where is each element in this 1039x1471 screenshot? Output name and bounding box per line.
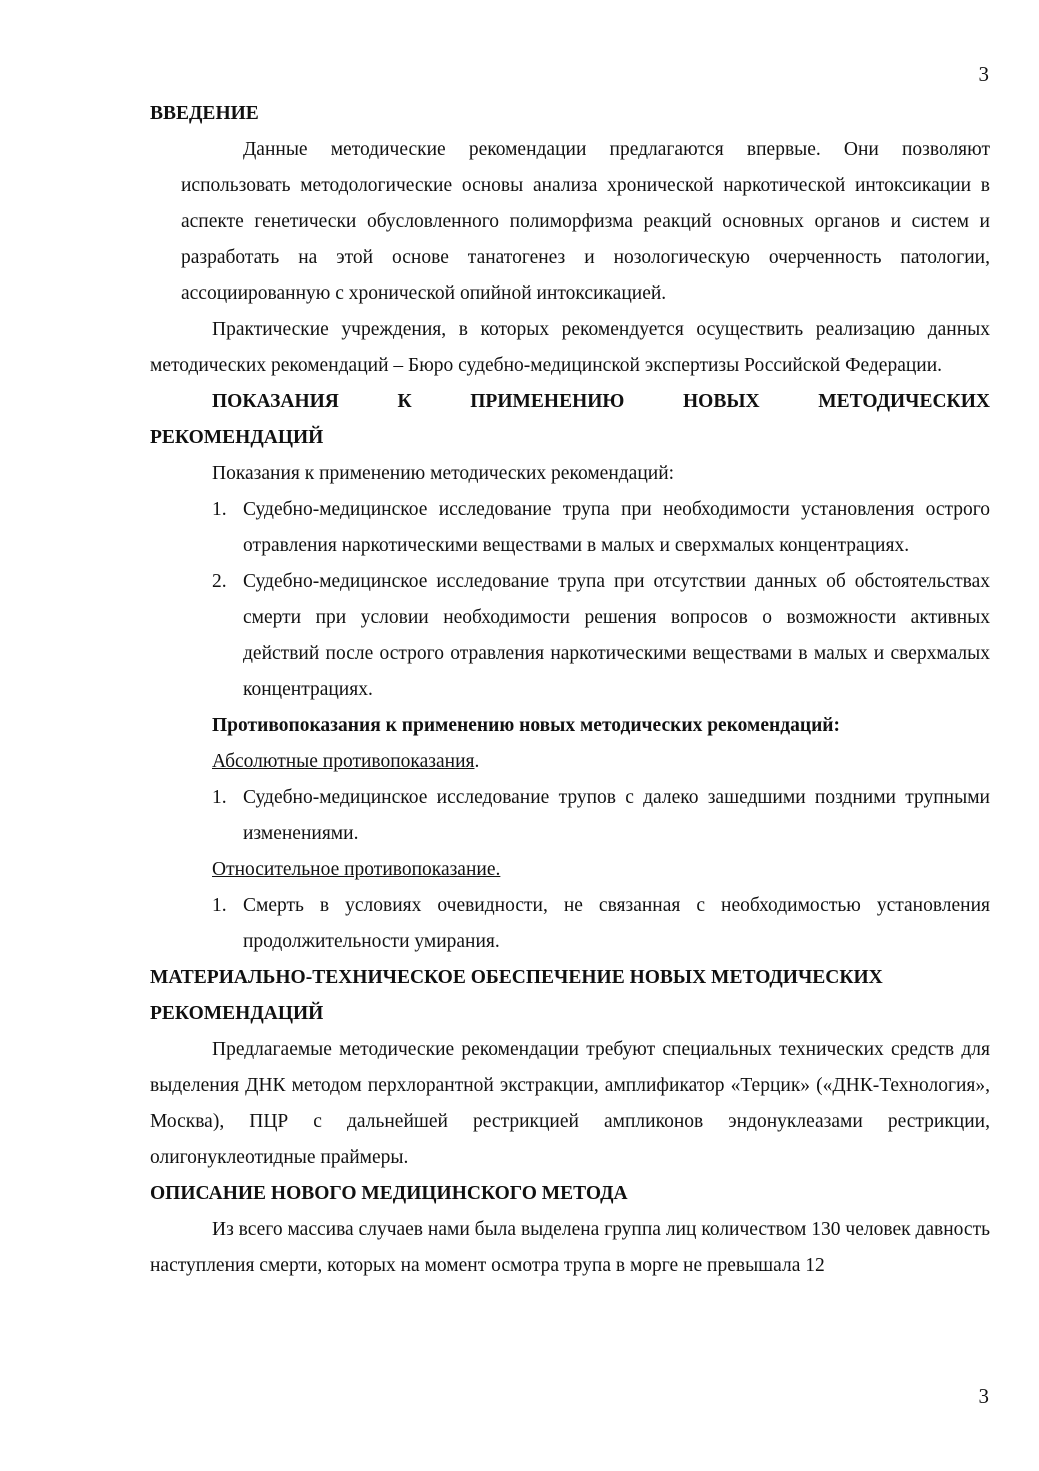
list-item-text: Судебно-медицинское исследование трупов с далеко зашедшими поздними трупными изменениями. bbox=[243, 787, 990, 844]
list-item-number: 1. bbox=[212, 787, 227, 808]
method-paragraph: Из всего массива случаев нами была выделена группа лиц количеством 130 человек давность наступления смерти, которых на момент осмотра трупа в морге не превышала 12 bbox=[150, 1219, 990, 1276]
list-item-text: Судебно-медицинское исследование трупа при необходимости установления острого отравления наркотическими веществами в малых и сверхмалых концентрациях. bbox=[243, 499, 990, 556]
relative-contraindication-label bbox=[150, 852, 990, 888]
indications-heading-word: ПРИМЕНЕНИЮ bbox=[470, 391, 625, 412]
indications-heading bbox=[150, 384, 990, 420]
method-heading: ОПИСАНИЕ НОВОГО МЕДИЦИНСКОГО МЕТОДА bbox=[150, 1183, 628, 1204]
list-item-number: 1. bbox=[212, 895, 227, 916]
absolute-label-text: Абсолютные противопоказания bbox=[212, 751, 475, 772]
relative-label-text: Относительное противопоказание. bbox=[212, 859, 501, 880]
intro-heading: ВВЕДЕНИЕ bbox=[150, 103, 259, 124]
absolute-contraindications-list bbox=[150, 780, 990, 852]
material-heading-line1: МАТЕРИАЛЬНО-ТЕХНИЧЕСКОЕ ОБЕСПЕЧЕНИЕ НОВЫХ МЕТОДИЧЕСКИХ bbox=[150, 967, 883, 988]
material-paragraph: Предлагаемые методические рекомендации требуют специальных технических средств для выделения ДНК методом перхлорантной экстракции, амплификатор «Терцик» («ДНК-Технология», Москва), ПЦР с дальнейшей рестрикцией ампликонов эндонуклеазами рестрикции, олигонуклеотидные праймеры. bbox=[150, 1039, 990, 1168]
contraindications-heading: Противопоказания к применению новых методических рекомендаций: bbox=[212, 715, 841, 736]
list-item-number: 2. bbox=[212, 571, 227, 592]
page-number-top: 3 bbox=[978, 62, 989, 86]
indications-heading-word: НОВЫХ bbox=[683, 391, 760, 412]
intro-paragraph-2: Практические учреждения, в которых рекомендуется осуществить реализацию данных методических рекомендаций – Бюро судебно-медицинской экспертизы Российской Федерации. bbox=[150, 319, 990, 376]
absolute-label-dot: . bbox=[474, 751, 480, 772]
list-item bbox=[212, 888, 990, 960]
list-item-text: Судебно-медицинское исследование трупа при отсутствии данных об обстоятельствах смерти при условии необходимости решения вопросов о возможности активных действий после острого отравления наркотическими веществами в малых и сверхмалых концентрациях. bbox=[243, 571, 990, 700]
absolute-contraindications-label bbox=[150, 744, 990, 780]
intro-paragraph-1: Данные методические рекомендации предлагаются впервые. Они позволяют использовать методологические основы анализа хронической наркотической интоксикации в аспекте генетически обусловленного полиморфизма реакций основных органов и систем и разработать на этой основе танатогенез и нозологическую очерченность патологии, ассоциированную с хронической опийной интоксикацией. bbox=[181, 139, 990, 304]
indications-heading-word: ПОКАЗАНИЯ bbox=[212, 391, 339, 412]
list-item bbox=[212, 780, 990, 852]
page-number-bottom: 3 bbox=[978, 1384, 989, 1408]
indications-list bbox=[150, 492, 990, 708]
material-heading-line2: РЕКОМЕНДАЦИЙ bbox=[150, 1003, 324, 1024]
indications-lead: Показания к применению методических рекомендаций: bbox=[212, 463, 675, 484]
indications-heading-line2: РЕКОМЕНДАЦИЙ bbox=[150, 427, 324, 448]
list-item bbox=[212, 564, 990, 708]
intro-block bbox=[150, 132, 990, 312]
indications-heading-word: К bbox=[397, 391, 412, 412]
relative-contraindications-list bbox=[150, 888, 990, 960]
list-item bbox=[212, 492, 990, 564]
document-body bbox=[150, 96, 990, 1284]
indications-heading-word: МЕТОДИЧЕСКИХ bbox=[818, 391, 990, 412]
list-item-text: Смерть в условиях очевидности, не связанная с необходимостью установления продолжительности умирания. bbox=[243, 895, 990, 952]
list-item-number: 1. bbox=[212, 499, 227, 520]
